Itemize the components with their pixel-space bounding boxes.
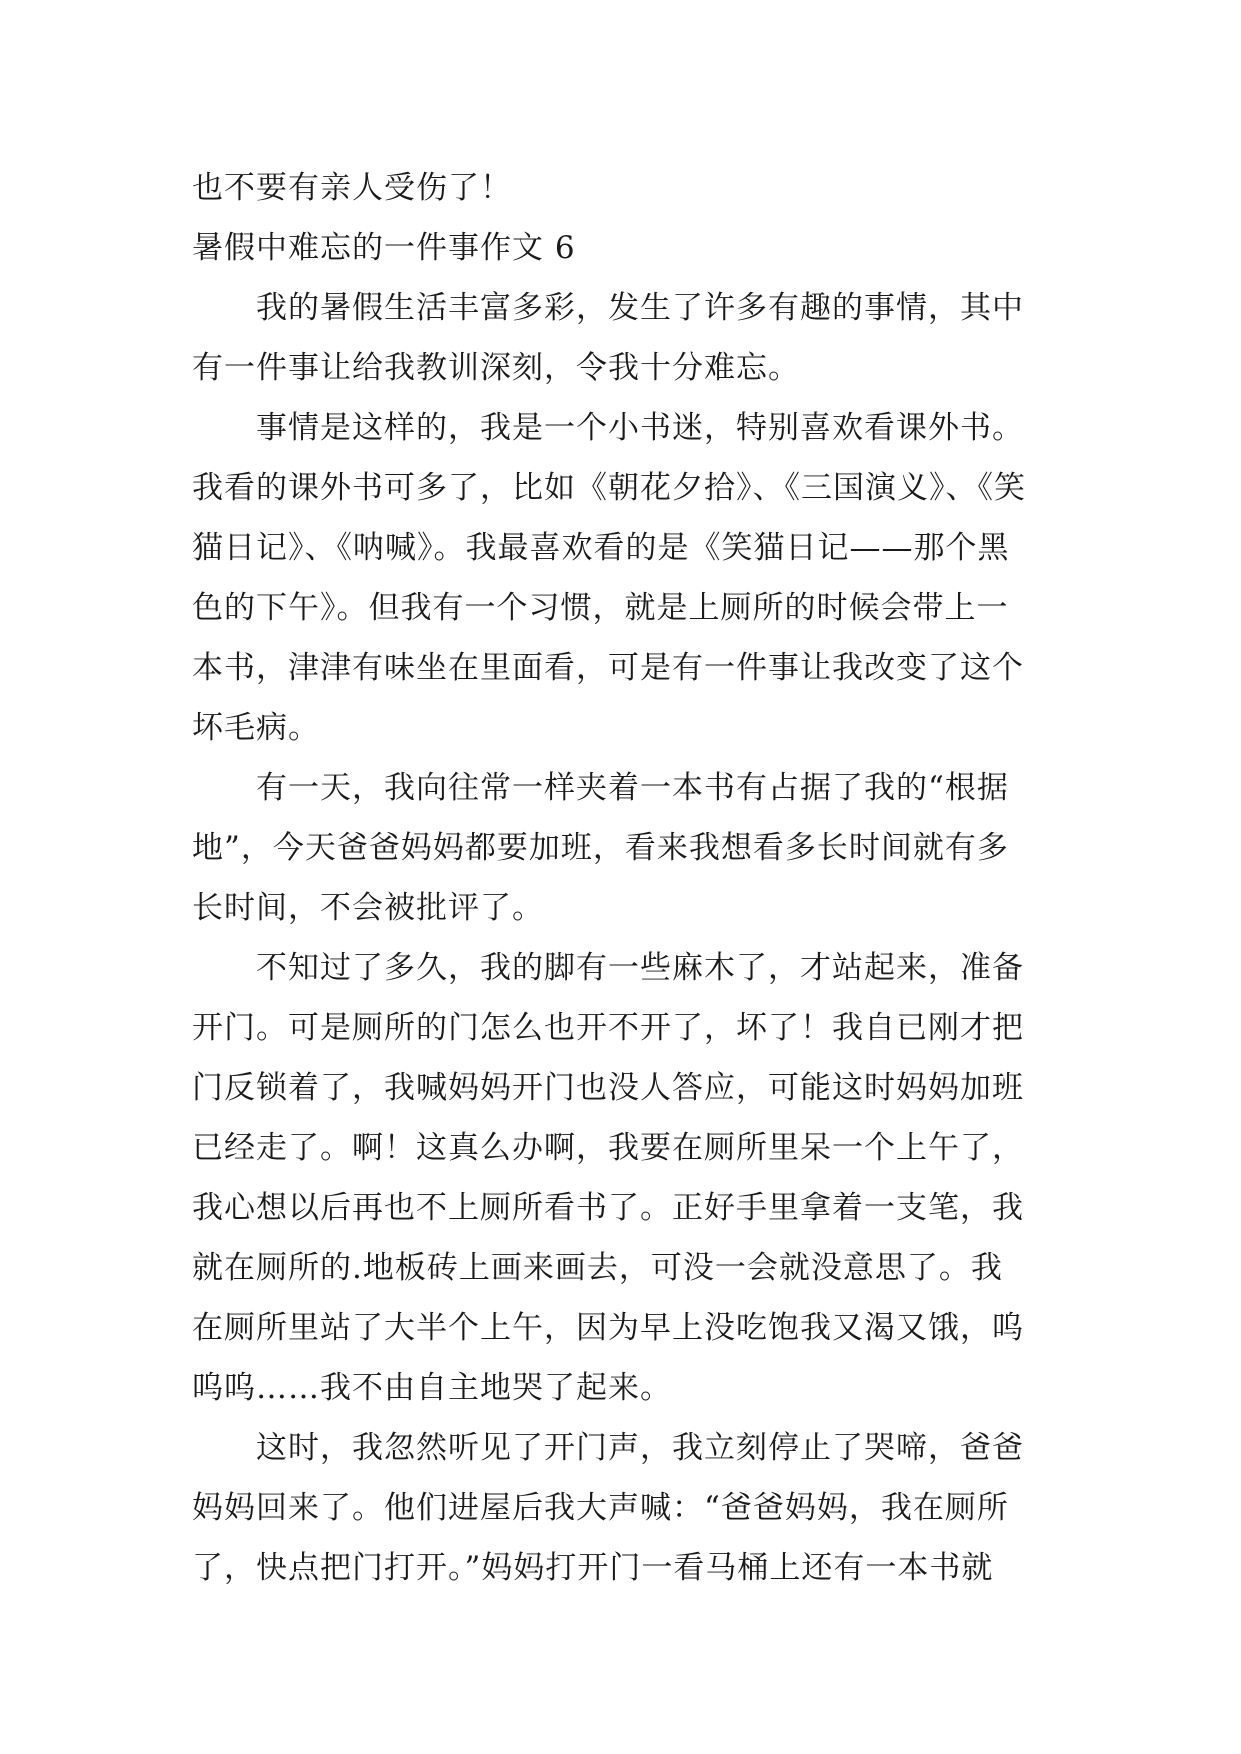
document-body	[192, 158, 1052, 1598]
paragraph-2-line-4: 色的下午》。但我有一个习惯，就是上厕所的时候会带上一	[192, 590, 1009, 626]
paragraph-4-line-3: 门反锁着了，我喊妈妈开门也没人答应，可能这时妈妈加班	[192, 1070, 1024, 1106]
paragraph-2-line-3: 猫日记》、《呐喊》。我最喜欢看的是《笑猫日记——那个黑	[192, 530, 1010, 566]
paragraph-2-line-2: 我看的课外书可多了，比如《朝花夕拾》、《三国演义》、《笑	[192, 470, 1026, 506]
paragraph-4-line-4: 已经走了。啊！这真么办啊，我要在厕所里呆一个上午了，	[192, 1130, 1024, 1166]
paragraph-4-line-2: 开门。可是厕所的门怎么也开不开了，坏了！我自已刚才把	[192, 1010, 1024, 1046]
paragraph-3-line-1: 有一天，我向往常一样夹着一本书有占据了我的“根据	[256, 770, 1009, 806]
paragraph-2-line-1: 事情是这样的，我是一个小书迷，特别喜欢看课外书。	[256, 410, 1024, 446]
paragraph-4-line-1: 不知过了多久，我的脚有一些麻木了，才站起来，准备	[256, 950, 1024, 986]
paragraph-4-line-6: 就在厕所的.地板砖上画来画去，可没一会就没意思了。我	[192, 1250, 1003, 1286]
paragraph-2-line-5: 本书，津津有味坐在里面看，可是有一件事让我改变了这个	[192, 650, 1024, 686]
paragraph-5-line-1: 这时，我忽然听见了开门声，我立刻停止了哭啼，爸爸	[256, 1430, 1024, 1466]
paragraph-4-line-7: 在厕所里站了大半个上午，因为早上没吃饱我又渴又饿，呜	[192, 1310, 1024, 1346]
paragraph-5-line-3: 了，快点把门打开。”妈妈打开门一看马桶上还有一本书就	[192, 1550, 994, 1586]
paragraph-4-line-8: 呜呜……我不由自主地哭了起来。	[192, 1370, 672, 1406]
paragraph-1-line-2: 有一件事让给我教训深刻，令我十分难忘。	[192, 350, 800, 386]
paragraph-1-line-1: 我的暑假生活丰富多彩，发生了许多有趣的事情，其中	[256, 290, 1024, 326]
paragraph-2-line-6: 坏毛病。	[192, 710, 320, 746]
paragraph-5-line-2: 妈妈回来了。他们进屋后我大声喊：“爸爸妈妈，我在厕所	[192, 1490, 1009, 1526]
paragraph-3-line-2: 地”，今天爸爸妈妈都要加班，看来我想看多长时间就有多	[192, 830, 1009, 866]
text-line: 也不要有亲人受伤了！	[192, 170, 512, 206]
paragraph-3-line-3: 长时间，不会被批评了。	[192, 890, 544, 926]
paragraph-4-line-5: 我心想以后再也不上厕所看书了。正好手里拿着一支笔，我	[192, 1190, 1024, 1226]
essay-title: 暑假中难忘的一件事作文 6	[192, 230, 576, 266]
